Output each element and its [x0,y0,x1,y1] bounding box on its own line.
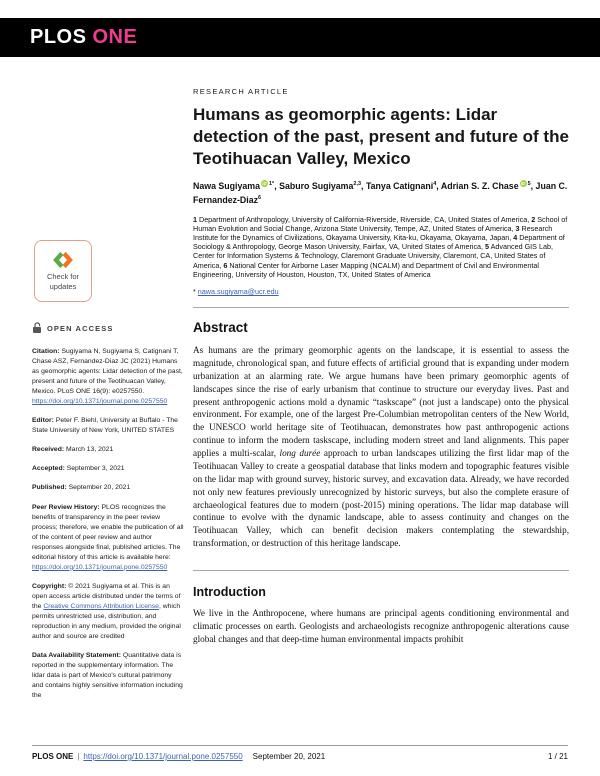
author-superscript: 6 [258,194,262,201]
sidebar-section-label: Copyright: [32,582,67,590]
sidebar-section: Published: September 20, 2021 [32,484,131,492]
bold-text: 3 [515,223,520,233]
author-superscript: 1* [268,181,275,188]
author-name: Juan C. Fernandez-Diaz [193,181,568,205]
bold-text: 2 [531,214,536,224]
journal-brand [30,26,137,49]
bold-text: 5 [485,242,490,252]
footer-left [32,752,325,761]
sidebar-section-label: Accepted: [32,465,65,473]
author-name: Tanya Catignani [365,181,434,192]
brand-one: ONE [92,26,138,48]
author-name: Adrian S. Z. Chase [440,181,519,192]
sidebar-section-label: Data Availability Statement: [32,652,122,660]
abstract-text: As humans are the primary geomorphic agents on the landscape, it is essential to assess the magnitude, chronological span, and future effects of artificial ground that is expanding under modern urbanization at an alarming rate. We argue humans have been primary geomorphic agents of landscapes since the rise of early urbanism that continue to structure our everyday lives. Past and present anthropogenic actions mold a dynamic “taskscape” (not just a landscape) onto the physical environment. For example, one of the largest Pre-Columbian metropolitan centers of the New World, the UNESCO world heritage site of Teotihuacan, demonstrates how past anthropogenic actions continue to inform the modern taskscape, including modern street and land alignments. This paper applies a multi-scalar, long durée approach to urban landscapes utilizing the first lidar map of the Teotihuacan Valley to create a geospatial database that links modern and topographic features visible on the lidar map with ground survey, historic survey, and excavation data. Already, we have recorded not only new features previously unrecognized by historic surveys, but also the complete erasure of archaeological features due to modern (post-2015) mining operations. The lidar map database will continue to evolve with the dynamic landscape, able to assess continuity and changes on the Teotihuacan Valley, which can benefit decision makers contemplating the stewardship, transformation, or destruction of this heritage landscape. [193,345,569,549]
metadata-sidebar [32,240,184,740]
sidebar-section: Copyright: © 2021 Sugiyama et al. This is an open access article distributed under the terms of the Creative Commons Attribution License, which permits unrestricted use, distribution, and reproduction in any medium, provided the original author and source are credited [32,582,181,641]
correspondence: * nawa.sugiyama@ucr.edu [193,287,279,297]
italic-text: long durée [279,448,321,459]
sidebar-section-label: Published: [32,484,67,492]
footer-page-number: 1 / 21 [547,752,568,761]
sidebar-section-label: Editor: [32,417,54,425]
check-for-updates-badge[interactable] [34,240,92,302]
author-list: Nawa Sugiyama iD $^{1*}$, Saburo Sugiyama$^{2,3}$, Tanya Catignani$^4$, Adrian S. Z. Chase iD $^5$, Juan C. Fernandez-Diaz$^6$ [193,181,568,205]
sidebar-section: Peer Review History: PLOS recognizes the benefits of transparency in the peer review process; therefore, we enable the publication of all of the content of peer review and author responses alongside final, published articles. The editorial history of this article is available here: https://doi.org/10.1371/journal.pone.0257550 [32,503,184,571]
journal-header-bar [0,18,600,57]
author-superscript: 4 [433,181,437,188]
footer-doi-link[interactable]: https://doi.org/10.1371/journal.pone.0257550 [83,752,243,761]
sidebar-section: Citation: Sugiyama N, Sugiyama S, Catignani T, Chase ASZ, Fernandez-Diaz JC (2021) Humans as geomorphic agents: Lidar detection of the past, present and future of the Teotihuacan Valley, Mexico. PLoS ONE 16(9): e0257550. https://doi.org/10.1371/journal.pone.0257550 [32,348,183,406]
sidebar-section-label: Citation: [32,348,60,355]
author-name: Nawa Sugiyama [193,181,260,192]
author-superscript: 5 [527,181,531,188]
sidebar-section-label: Peer Review History: [32,503,100,511]
bold-text: 6 [223,260,228,270]
bold-text: 4 [513,232,518,242]
orcid-icon[interactable]: iD [520,181,526,187]
orcid-icon[interactable]: iD [262,181,267,187]
open-lock-icon [32,322,42,334]
author [441,181,531,191]
check-for-updates-label: Check for updates [46,272,80,291]
abstract-heading: Abstract [193,320,248,336]
open-access-row [32,322,184,334]
bold-text: 1 [193,214,197,224]
brand-plos: PLOS [30,26,87,48]
sidebar-section: Editor: Peter F. Biehl, University at Buffalo - The State University of New York, UNITED STATES [32,417,178,435]
author-name: Saburo Sugiyama [279,181,354,192]
footer-divider [32,745,568,746]
introduction-heading: Introduction [193,585,266,600]
footer-separator: | [77,752,80,761]
divider [193,570,569,571]
text-link[interactable]: https://doi.org/10.1371/journal.pone.0257550 [32,563,168,571]
page-footer [32,752,568,761]
sidebar-section: Accepted: September 3, 2021 [32,465,125,473]
author [193,181,274,191]
text-link[interactable]: Creative Commons Attribution License [43,602,159,610]
article-column [193,87,569,646]
affiliations: 1 Department of Anthropology, University of California-Riverside, Riverside, CA, United States of America, 2 School of Human Evolution and Social Change, Arizona State University, Tempe, AZ, United States of America, 3 Research Institute for the Dynamics of Civilizations, Okayama University, Kita-ku, Okayama, Okayama, Japan, 4 Department of Sociology & Anthropology, George Mason University, Fairfax, VA, United States of America, 5 Advanced GIS Lab, Center for Information Systems & Technology, Claremont Graduate University, Claremont, CA, United States of America, 6 National Center for Airborne Laser Mapping (NCALM) and Department of Civil and Environmental Engineering, University of Houston, Houston, TX, United States of America [193,214,568,279]
author [279,181,361,191]
introduction-text: We live in the Anthropocene, where humans are principal agents conditioning environmental and climatic processes on earth. Geologists and archaeologists recognize anthropogenic alterations cause global changes and that deep-time human environmental impacts prohibit [193,608,569,644]
sidebar-sections [32,347,184,701]
text-link[interactable]: nawa.sugiyama@ucr.edu [197,287,279,297]
sidebar-section: Received: March 13, 2021 [32,446,114,454]
footer-journal-name: PLOS ONE [32,752,74,761]
sidebar-section-label: Received: [32,446,65,454]
open-access-label: OPEN ACCESS [47,323,114,333]
article-type-kicker: RESEARCH ARTICLE [193,87,289,96]
footer-date: September 20, 2021 [252,752,326,761]
sidebar-section: Data Availability Statement: Quantitative data is reported in the supplementary information. The lidar data is part of Mexico's cultural patrimony and contains highly sensitive information including the [32,652,183,700]
crossmark-logo-icon [52,251,74,269]
text-link[interactable]: https://doi.org/10.1371/journal.pone.0257550 [32,398,168,406]
article-title: Humans as geomorphic agents: Lidar detection of the past, present and future of the Teotihuacan Valley, Mexico [193,105,569,168]
author [366,181,436,191]
divider [193,307,569,308]
author-superscript: 2,3 [353,181,362,188]
